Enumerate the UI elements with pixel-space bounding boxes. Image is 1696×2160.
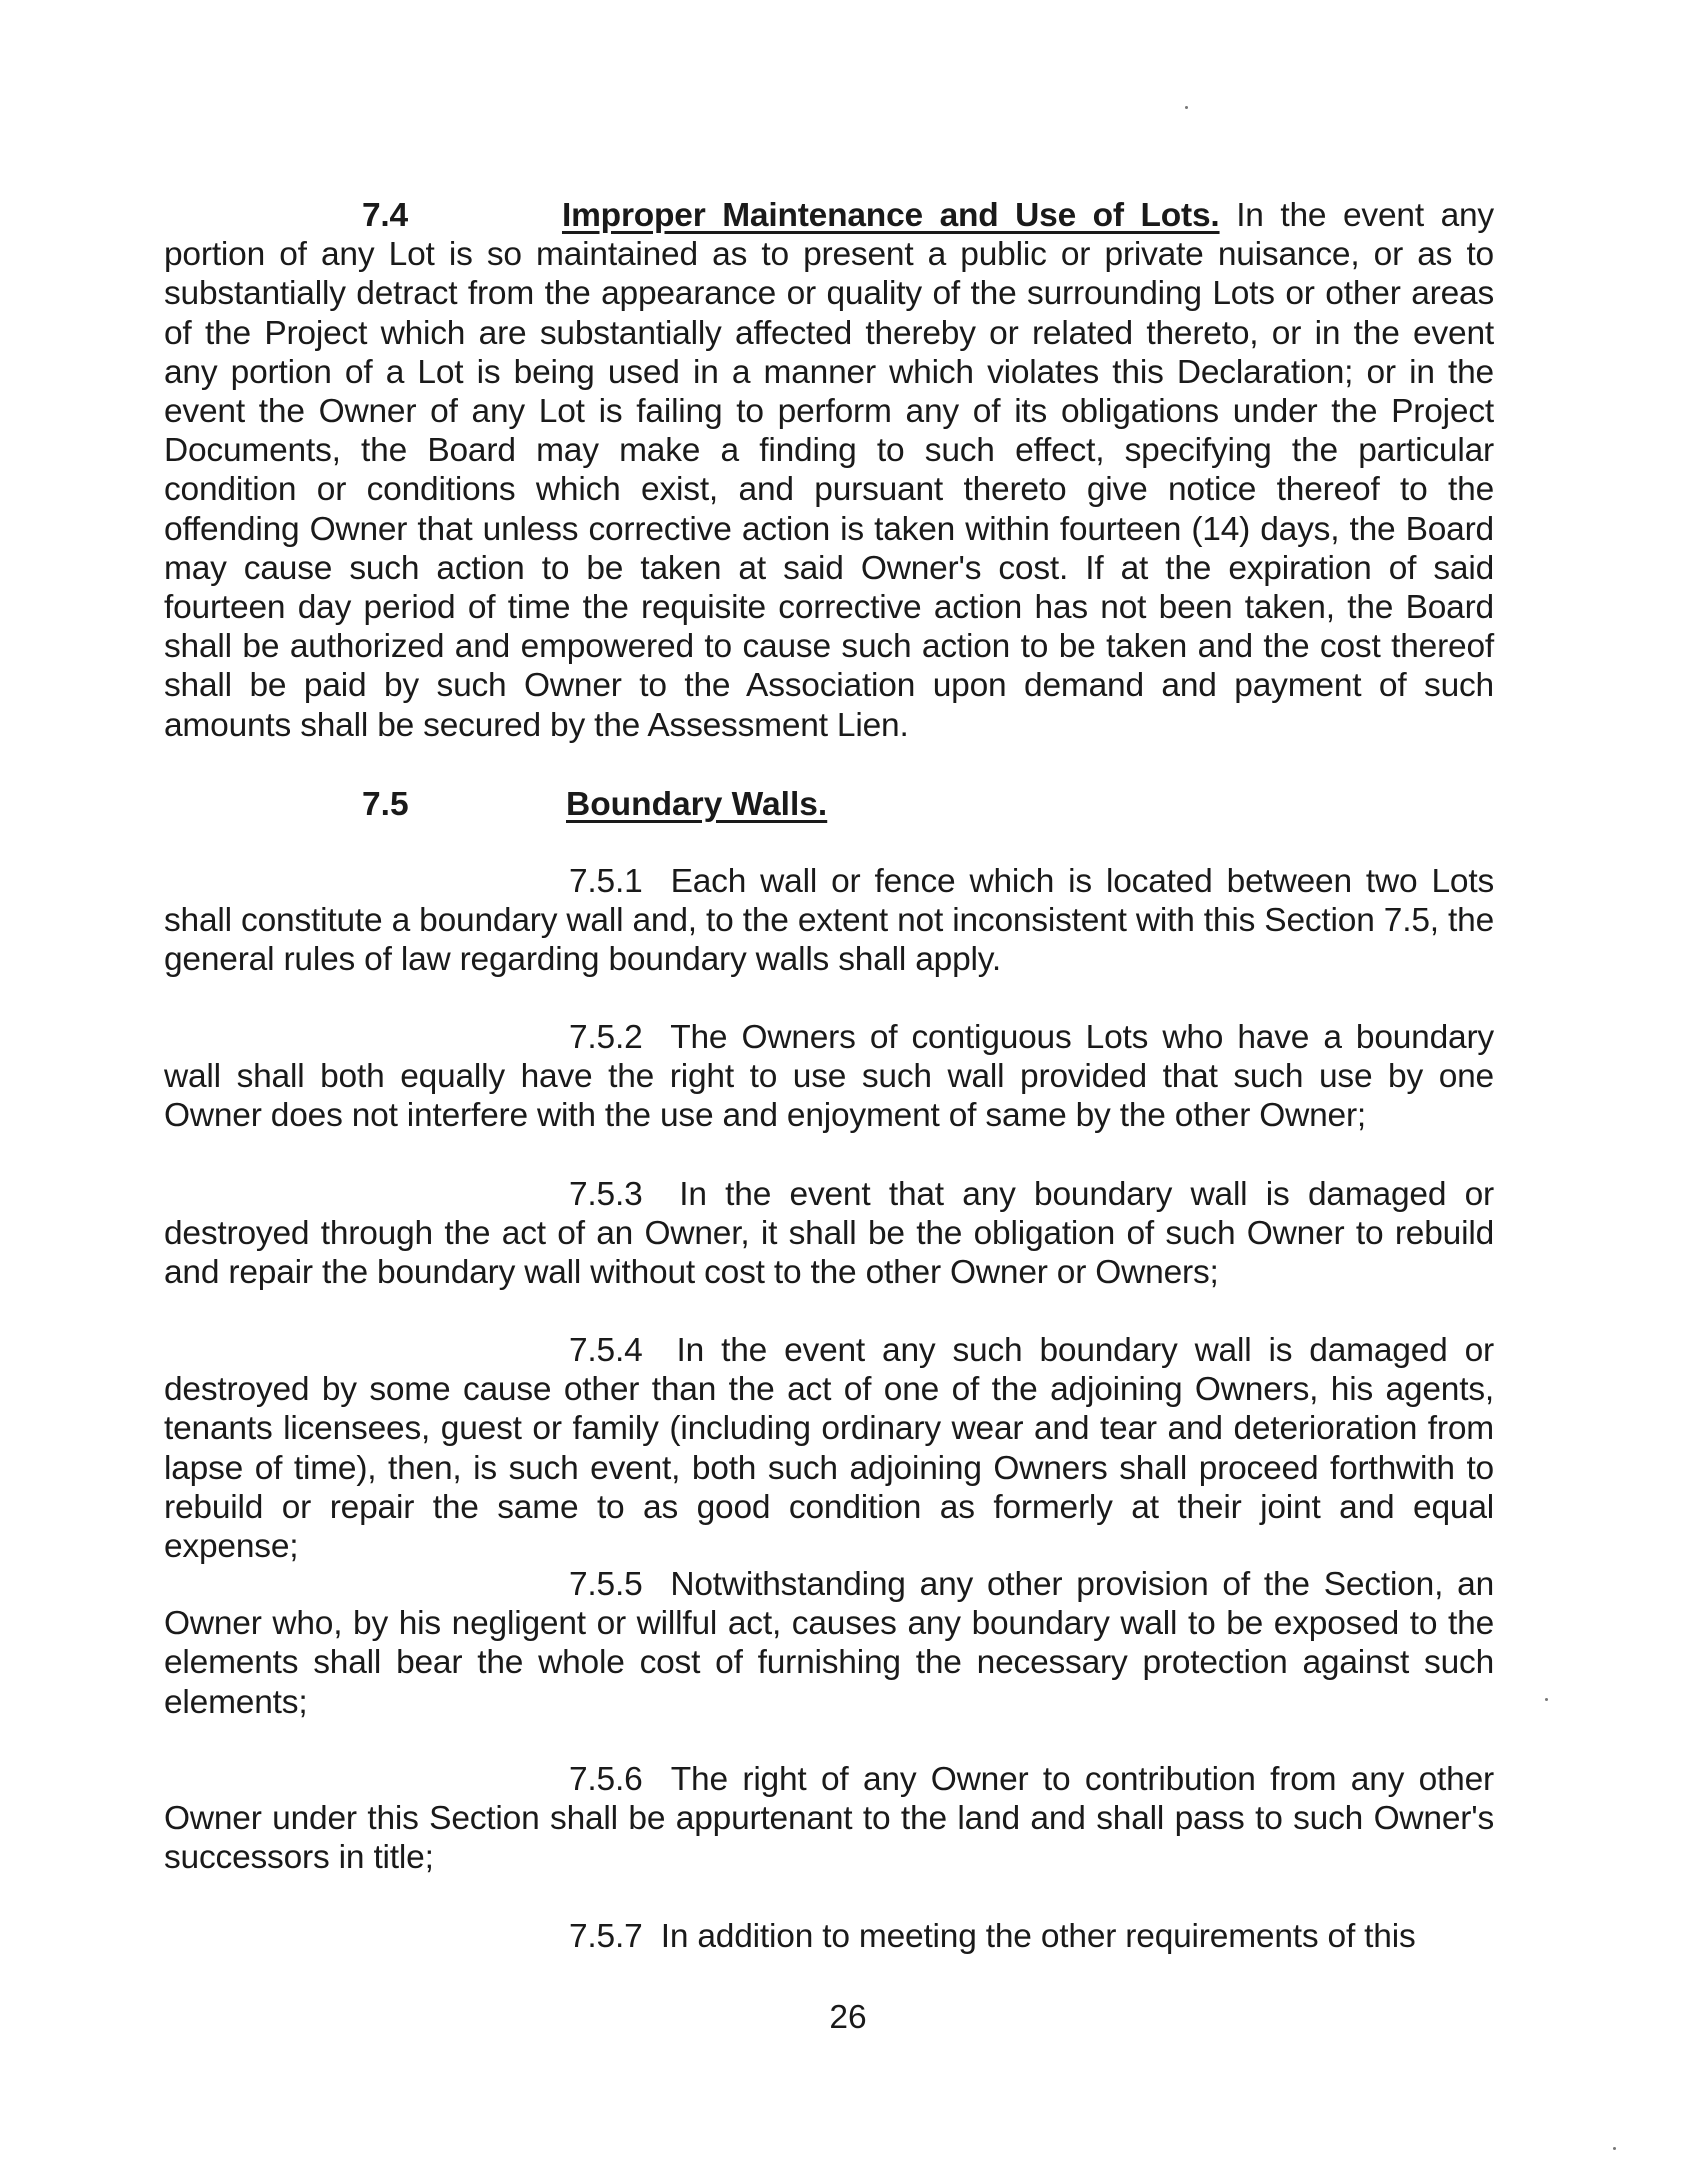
subsection-7-5-1-number: 7.5.1	[569, 863, 643, 900]
subsection-7-5-7	[164, 1917, 1494, 1956]
scan-speck	[1185, 106, 1188, 109]
subsection-7-5-6-text: The right of any Owner to contribution from any other Owner under this Section shall be appurtenant to the land and shall pass to such Owner's successors in title;	[164, 1761, 1494, 1877]
section-7-5-heading	[362, 785, 409, 824]
scan-speck	[1545, 1698, 1548, 1701]
section-7-4-body: In the event any portion of any Lot is so maintained as to present a public or private nuisance, or as to substantially detract from the appearance or quality of the surrounding Lots or other areas of the Project which are substantially affected thereby or related thereto, or in the event any portion of a Lot is being used in a manner which violates this Declaration; or in the event the Owner of any Lot is failing to perform any of its obligations under the Project Documents, the Board may make a finding to such effect, specifying the particular condition or conditions which exist, and pursuant thereto give notice thereof to the offending Owner that unless corrective action is taken within fourteen (14) days, the Board may cause such action to be taken at said Owner's cost. If at the expiration of said fourteen day period of time the requisite corrective action has not been taken, the Board shall be authorized and empowered to cause such action to be taken and the cost thereof shall be paid by such Owner to the Association upon demand and payment of such amounts shall be secured by the Assessment Lien.	[164, 197, 1494, 744]
page-number: 26	[829, 1999, 867, 2036]
subsection-7-5-6-number: 7.5.6	[569, 1761, 643, 1798]
subsection-7-5-2	[164, 1018, 1494, 1136]
subsection-7-5-4	[164, 1331, 1494, 1566]
section-7-4-paragraph	[164, 196, 1494, 745]
subsection-7-5-6	[164, 1760, 1494, 1878]
section-7-4-title: Improper Maintenance and Use of Lots.	[561, 197, 1220, 234]
section-7-4-number: 7.4	[362, 197, 408, 234]
section-7-5-title: Boundary Walls.	[566, 786, 828, 823]
section-7-5-number: 7.5	[362, 786, 409, 823]
subsection-7-5-4-text: In the event any such boundary wall is damaged or destroyed by some cause other than the act of one of the adjoining Owners, his agents, tenants licensees, guest or family (including ordinary wear and tear and deterioration from lapse of time), then, is such event, both such adjoining Owners shall proceed forthwith to rebuild or repair the same to as good condition as formerly at their joint and equal expense;	[164, 1332, 1494, 1566]
subsection-7-5-4-number: 7.5.4	[569, 1332, 643, 1369]
subsection-7-5-2-text: The Owners of contiguous Lots who have a boundary wall shall both equally have the right to use such wall provided that such use by one Owner does not interfere with the use and enjoyment of same by the other Owner;	[164, 1019, 1494, 1135]
subsection-7-5-5-text: Notwithstanding any other provision of the Section, an Owner who, by his negligent or willful act, causes any boundary wall to be exposed to the elements shall bear the whole cost of furnishing the necessary protection against such elements;	[164, 1566, 1494, 1721]
section-7-5-title-line	[566, 785, 827, 824]
subsection-7-5-5	[164, 1565, 1494, 1722]
subsection-7-5-3-text: In the event that any boundary wall is damaged or destroyed through the act of an Owner, it shall be the obligation of such Owner to rebuild and repair the boundary wall without cost to the other Owner or Owners;	[164, 1176, 1495, 1292]
scan-speck	[1613, 2147, 1616, 2150]
subsection-7-5-1	[164, 862, 1494, 980]
subsection-7-5-1-text: Each wall or fence which is located between two Lots shall constitute a boundary wall and, to the extent not inconsistent with this Section 7.5, the general rules of law regarding boundary walls shall apply.	[164, 863, 1495, 979]
subsection-7-5-7-text: In addition to meeting the other requirements of this	[660, 1918, 1416, 1955]
subsection-7-5-7-number: 7.5.7	[569, 1918, 643, 1955]
subsection-7-5-2-number: 7.5.2	[569, 1019, 643, 1056]
subsection-7-5-5-number: 7.5.5	[569, 1566, 643, 1603]
subsection-7-5-3-number: 7.5.3	[569, 1176, 643, 1213]
subsection-7-5-3	[164, 1175, 1494, 1293]
